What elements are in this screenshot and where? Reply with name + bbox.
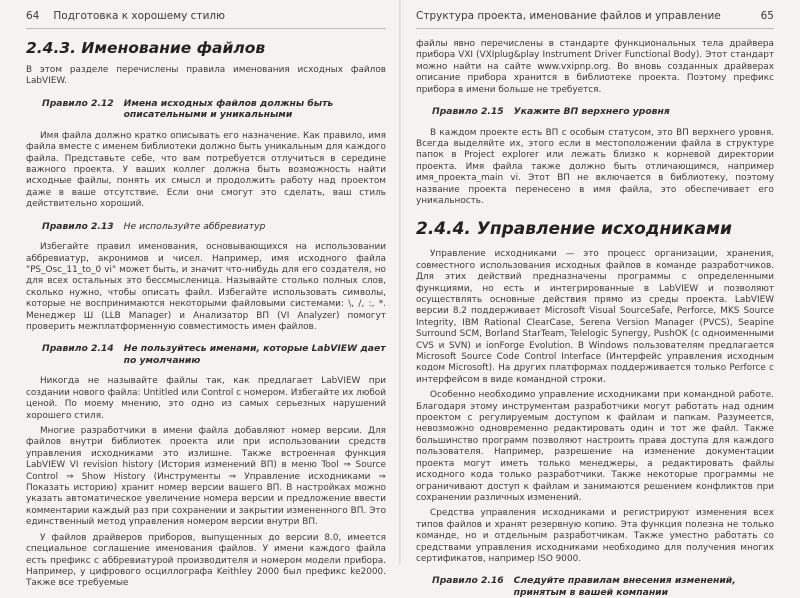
rule-text: Укажите ВП верхнего уровня: [513, 106, 670, 118]
running-head-left: [26, 6, 386, 29]
paragraph: файлы явно перечислены в стандарте функциональных тела драйвера прибора VXI (VXIplug&play Instrument Driver Functional Body). Этот стандарт можно найти на сайте www.vxipnp.org. Во вновь созданных драйверах описание прибора хранится в библиотеке проекта. Поэтому префикс прибора в имени больше не требуется.: [416, 39, 774, 95]
paragraph: Многие разработчики в имени файла добавляют номер версии. Для файлов внутри библиотек проекта или при использовании средств управления исходниками это излишне. Также встроенная функция LabVIEW VI revision history (История изменений ВП) в меню Tool ⇒ Source Control ⇒ Show History (Инструменты ⇒ Управление исходниками ⇒ Показать историю) хранит номер версии вашего ВП. В настройках можно указать автоматическое увеличение номера версии и предложение ввести комментарии каждый раз при сохранении и закрытии измененного ВП. Это единственный метод управления номером версии внутри ВП.: [26, 426, 386, 528]
intro-paragraph: В этом разделе перечислены правила именования исходных файлов LabVIEW.: [26, 65, 386, 87]
rule-text: Не используйте аббревиатур: [123, 220, 266, 232]
rule-2-15: [432, 106, 774, 118]
running-title: Структура проекта, именование файлов и управление: [416, 10, 721, 22]
rule-label: Правило 2.14: [42, 343, 114, 355]
paragraph: Особенно необходимо управление исходниками при командной работе. Благодаря этому инструментам разработчики могут работать над одним проектом с регулируемым доступом к файлам и папкам. Разумеется, невозможно одновременно редактировать один и тот же файл. Также большинство программ позволяют настроить права доступа для каждого пользователя. Например, разрешение на изменение документации проекта могут иметь только менеджеры, а редактировать файлы исходного кода только разработчики. Также некоторые программы не ограничивают доступ к файлам и занимаются решением конфликтов при сохранении различных изменений.: [416, 390, 774, 503]
page-number: 64: [26, 10, 40, 22]
section-heading: 2.4.3. Именование файлов: [26, 39, 266, 57]
running-title: Подготовка к хорошему стилю: [53, 10, 225, 22]
rule-label: Правило 2.13: [42, 220, 114, 232]
rule-2-14: [42, 343, 386, 366]
section-heading: 2.4.4. Управление исходниками: [416, 219, 732, 240]
rule-text: Не пользуйтесь именами, которые LabVIEW дает по умолчанию: [123, 343, 386, 366]
left-page: [0, 0, 400, 589]
rule-label: Правило 2.15: [432, 106, 504, 118]
rule-label: Правило 2.16: [432, 575, 504, 587]
paragraph: Управление исходниками — это процесс организации, хранения, совместного использования исходных файлов в команде разработчиков. Для этих действий предназначены программы с определенными функциями, но есть и интегрированные в LabVIEW и позволяют осуществлять основные действия прямо из среды проекта. LabVIEW версии 8.2 поддерживает Microsoft Visual SourceSafe, Perforce, MKS Source Integrity, IBM Rational ClearCase, Serena Version Manager (PVCS), Seapine Surround SCM, Borland StarTeam, Telelogic Synergy, PushOK (с одноименными CVS и SVN) и ionForge Evolution. В Windows пользователям предлагается Microsoft Source Code Control Interface (Интерфейс управления исходным кодом Microsoft). На других платформах поддерживается только Perforce с интерфейсом в виде командной строки.: [416, 249, 774, 385]
paragraph: В каждом проекте есть ВП с особым статусом, это ВП верхнего уровня. Всегда выделяйте их, этого если в местоположении файла в структуре папок в Project explorer или лежать близко к корневой директории проекта. Имя файла также должно быть отличающимся, например имя_проекта_main vi. Этот ВП не включается в библиотеку, поэтому название проекта перенесено в имя файла, это обеспечивает его уникальность.: [416, 127, 774, 206]
rule-text: Следуйте правилам внесения изменений, принятым в вашей компании: [513, 575, 736, 598]
page-number: 65: [760, 10, 774, 22]
rule-text: Имена исходных файлов должны быть описательными и уникальными: [123, 97, 334, 121]
paragraph: Средства управления исходниками и регистрируют изменения всех типов файлов и хранят резервную копию. Эта функция полезна не только команде, но и отдельным разработчикам. Также уместно работать со средствами управления исходниками необходимо для получения многих сертификатов, например ISO 9000.: [416, 508, 774, 564]
rule-2-12: [42, 98, 386, 121]
paragraph: Избегайте правил именования, основывающихся на использовании аббревиатур, акронимов и чисел. Например, имя исходного файла "PS_Osc_11_to_0 vi" может быть, и значит что-нибудь для его создателя, но для всех остальных это бессмысленица. Называйте столько полных слов, сколько нужно, чтобы описать файл. Избегайте использовать символы, которые не воспринимаются некоторыми файловыми системами: \, /, :, *. Менеджер Ш (LLB Manager) и Анализатор ВП (VI Analyzer) помогут проверить межплатформенную совместимость имен файлов.: [26, 242, 386, 332]
rule-2-13: [42, 221, 386, 233]
paragraph: У файлов драйверов приборов, выпущенных до версии 8.0, имеется специальное соглашение именования файлов. У имени каждого файла есть префикс с аббревиатурой производителя и номером модели прибора. Например, у цифрового осциллографа Keithley 2000 был префикс ke2000. Также все требуемые: [26, 532, 386, 589]
paragraph: Имя файла должно кратко описывать его назначение. Как правило, имя файла вместе с именем библиотеки должно быть уникальным для каждого файла. Представьте себе, что вам потребуется отлучиться в середине важного проекта. У ваших коллег должна быть возможность найти исходные файлы, понять их смысл и продолжить работу над проектом даже в ваше отсутствие. Если они смогут это сделать, ваш стиль действительно хороший.: [26, 130, 386, 210]
rule-label: Правило 2.12: [42, 97, 114, 109]
running-head-right: [416, 6, 774, 29]
rule-2-16: [432, 575, 774, 598]
right-page: [400, 0, 800, 598]
paragraph: Никогда не называйте файлы так, как предлагает LabVIEW при создании нового файла: Untitled или Control с номером. Избегайте их любой ценой. По моему мнению, это одно из самых серьезных нарушений хорошего стиля.: [26, 376, 386, 421]
